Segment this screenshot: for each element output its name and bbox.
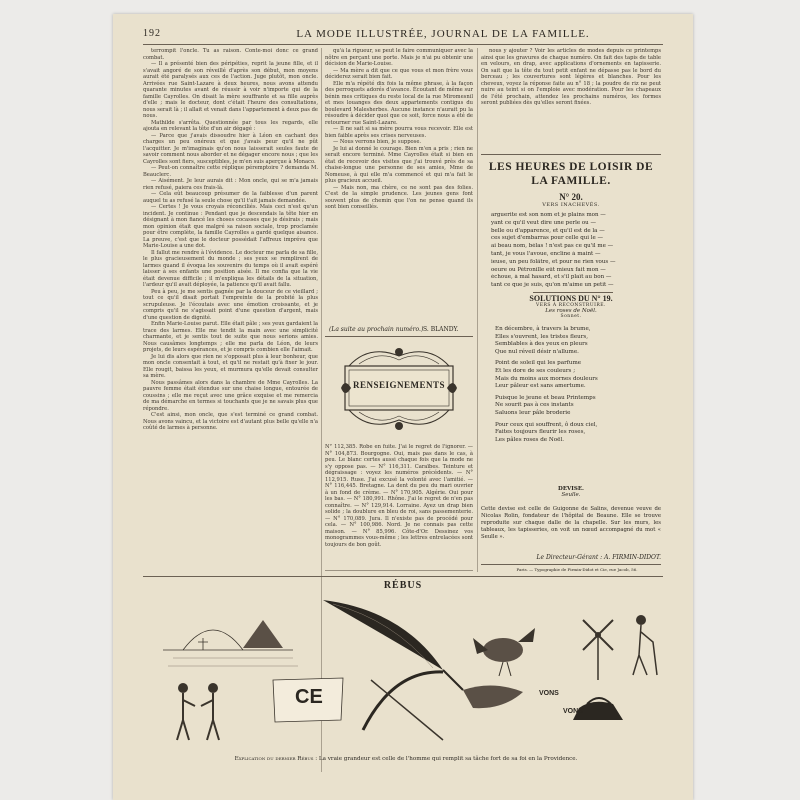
stanza: [495, 326, 655, 356]
poem-line: Que nul réveil désir n'allume.: [495, 348, 579, 355]
separator: [481, 154, 661, 155]
paragraph: Mathilde s'arrêta. Questionnée par tous les regards, elle ajouta en relevant la tête d'un air dégagé :: [143, 119, 318, 132]
poem-line: Elles s'ouvrent, les tristes fleurs,: [495, 333, 589, 340]
verse-line: ces sujet d'embarras pour celle qui le —: [491, 235, 604, 242]
fan-icon: [323, 600, 463, 690]
devise-heading: [481, 486, 661, 498]
section-title: LES HEURES DE LOISIR DE LA FAMILLE.: [488, 161, 654, 187]
separator: [325, 570, 473, 571]
stanza: [495, 395, 655, 418]
poem-line: Point de soleil qui les parfume: [495, 360, 582, 367]
printer-line: Paris. — Typographie de Firmin-Didot et Cie, rue Jacob, 56.: [516, 567, 638, 572]
two-figures-icon: [177, 683, 219, 740]
director-signature: Le Directeur-Gérant : A. FIRMIN-DIDOT.: [536, 554, 661, 561]
paragraph: — Cela eût beaucoup présumer de la faiblesse d'un parent auquel tu as refusé la seule chose qu'il t'ait jamais demandée.: [143, 191, 318, 204]
header-rule: [143, 44, 663, 45]
poem-line: Leur pâleur est sans amertume.: [495, 383, 586, 390]
author-signature: S. BLANDY.: [423, 326, 459, 333]
verse-line: échoue, à mal hasard, et s'il plaît au bon —: [491, 274, 612, 281]
rebus-word-vons: VONS: [539, 690, 559, 697]
paragraph: Peu à peu, je me sentis gagnée par la douceur de ce vieillard ; tout ce qu'il disait portait l'empreinte de la probité la plus scrupuleuse. Je l'écoutais avec une émotion croissante, et je compris qu'il ne s'agissait point d'une question d'argent, mais d'une question de dignité.: [143, 288, 318, 321]
column-rule: [477, 48, 478, 572]
devise-text: Cette devise est celle de Guigonne de Salins, devenue veuve de Nicolas Rolin, fondateur de l'hôpital de Beaune. Elle se trouve reproduite sur chaque dalle de la chapelle. Sur les murs, les tableaux, les tapisseries, on voit un nœud accompagné du mot « Seulle ».: [481, 506, 661, 540]
paragraph: qu'à la rigueur, se peut le faire communiquer avec la nôtre en perçant une porte. Mais je n'ai pu obtenir une décision de Marie-Louise.: [325, 48, 473, 67]
paragraph: — Mais non, ma chère, ce ne sont pas des folies. C'est de la simple prudence. Les jeunes gens font souvent plus de chemin que l'on ne pense quand ils sont bien conseillés.: [325, 184, 473, 210]
verse-line: ai beau nom, bélas ! n'est pas ce qu'il me —: [491, 243, 614, 250]
story-column-2: [325, 48, 473, 334]
poem-title: Les roses de Noël.: [545, 308, 597, 314]
paragraph: Elle m'a répété dix fois la même phrase, à la façon des perroquets adorés d'avance. Écoutant de même sur bénin mes critiques du reste local de la rue Miromesnil et mes louanges des deux appartements contigus du boulevard Malesherbes. Aucune instance n'aurait pu la résoudre à décider quoi que ce soit, force nous a été de retourner rue Saint-Lazare.: [325, 80, 473, 126]
paragraph: Nous passâmes alors dans la chambre de Mme Cayrolles. La pauvre femme était étendue sur une chaise longue, entourée de coussins ; elle me reçut avec une grâce exquise et me remercia de ma démarche en termes si touchants que je ne savais plus que répondre.: [143, 379, 318, 412]
renseignements-title: RENSEIGNEMENTS: [352, 380, 446, 390]
paragraph: — Il ne sait si sa mère pourra vous recevoir. Elle est bien faible après ses crises nerveuses.: [325, 126, 473, 139]
windmill-icon: [583, 620, 613, 680]
poem-line: Faites toujours fleurir les roses,: [495, 429, 586, 436]
explication-label: Explication du dernier Rébus :: [234, 756, 318, 762]
paragraph: terrompit l'oncle. Tu as raison. Conte-moi donc ce grand combat.: [143, 48, 318, 61]
paragraph: — Certes ! Je vous croyais réconciliés. Mais ceci n'est qu'un incident. Je continue : Pendant que je descendais la tête hier en désignant à mon fiancé les choses cocasses que je désirais ; mais mon opinion était que malgré sa raison sociale, trop proclamée pour être complète, la famille Cayrolles a gardé quelque aisance. La preuve, c'est que le docteur possédait l'affreux imprévu que Marie-Louise a une dot.: [143, 204, 318, 249]
ornament-frame-icon: [339, 338, 459, 442]
sonnet: [495, 326, 655, 448]
poem-line: Saluons leur pâle broderie: [495, 409, 571, 416]
paragraph: Je lui dis alors que rien ne s'opposait plus à leur bonheur, que mon oncle consentait à tout, et qu'il ne restait qu'à fixer le jour. Elle rougit, baissa les yeux, et murmura qu'elle devait consulter sa mère.: [143, 353, 318, 379]
poem-line: Semblables à des yeux en pleurs: [495, 341, 588, 348]
verse-line: belle ou d'apparence, et qu'il est de la —: [491, 227, 605, 234]
rebus-illustration: [143, 580, 663, 750]
explication-text: La vraie grandeur est celle de l'homme qui remplit sa tâche fort de sa foi en la Providence.: [318, 756, 578, 762]
devise-title: DEVISE.: [558, 486, 584, 492]
poem-line: Puisque le jeune et beau Printemps: [495, 394, 596, 401]
separator: [143, 576, 663, 577]
paragraph: — Ma mère a dit que ce que vous et mon frère vous déciderez serait bien fait.: [325, 67, 473, 80]
poem-line: Mais du moins aux mornes douleurs: [495, 375, 598, 382]
solutions-section: [481, 294, 661, 319]
to-be-continued: (La suite au prochain numéro.): [329, 326, 424, 333]
paragraph: — Aisément. Je leur aurais dit : Mon oncle, qui se m'a jamais rien refusé, paiera ces frais-là.: [143, 178, 318, 191]
paragraph: — Nous verrons bien, je suppose.: [333, 139, 422, 145]
rebus-word-vons: VONS: [563, 708, 583, 715]
solutions-title: SOLUTIONS DU N° 19.: [529, 294, 613, 303]
verse-line: ieuse, un peu folâtre, et pour ne rien vous —: [491, 258, 616, 265]
poem-line: Les pâles roses de Noël.: [495, 436, 565, 443]
separator: [481, 564, 661, 565]
poem-line: Ne sourit pas à ces instants: [495, 402, 574, 409]
puzzle-number: N° 20.: [559, 192, 583, 202]
renseignements-banner: [339, 338, 459, 442]
verse-line: tant, je vous l'avoue, encline à maint —: [491, 250, 601, 257]
paragraph: Il fallut me rendre à l'évidence. Le docteur me parla de sa fille, le plus gracieusement du monde ; ses yeux se remplirent de larmes quand il évoqua les souvenirs du temps où il avait espéré laisser à ses enfants une position aisée. Il me confia que la vie était devenue difficile ; il m'expliqua les détails de la situation, l'ardeur qu'il avait déployée, la patience qu'il avait fallu.: [143, 249, 318, 288]
stanza: [495, 422, 655, 445]
unfinished-verses: [491, 212, 661, 290]
verse-line: oeure ou Pétronille eût mieux fait mon —: [491, 266, 606, 273]
devise-answer: Seulle.: [561, 492, 581, 498]
rebus-word-ce: CE: [295, 686, 323, 708]
scythe-icon: [363, 672, 443, 740]
old-man-icon: [633, 615, 657, 675]
heures-de-loisir-section: [481, 160, 661, 208]
paragraph: C'est ainsi, mon oncle, que s'est terminé ce grand combat. Nous avons vaincu, et la victoire est d'autant plus belle qu'elle n'a coûté de larmes à personne.: [143, 412, 318, 431]
rebus-drawing: [143, 580, 663, 750]
poem-line: Pour ceux qui souffrent, ô doux ciel,: [495, 421, 598, 428]
renseignements-items: [325, 444, 473, 568]
running-title: LA MODE ILLUSTRÉE, JOURNAL DE LA FAMILLE.: [296, 28, 590, 40]
verse-line: arguerite est son nom et je plains mon —: [491, 212, 606, 218]
solutions-subtitle: VERS À RECONSTRUIRE.: [535, 303, 606, 308]
landscape-icon: [163, 620, 298, 666]
newspaper-page: [113, 14, 693, 800]
verse-line: tant ce que je suis, qu'on m'aime un petit —: [491, 282, 614, 289]
hand-icon: [463, 685, 523, 708]
page-header: [143, 26, 663, 42]
paragraph: nous y ajouter ? Voir les articles de modes depuis ce printemps ainsi que les gravures de chaque numéro. On fait des tapis de table en velours, en drap, avec applications d'ornements en tapisserie. On sait que la tête du tout petit enfant ne dépasse pas le bord du berceau ; les couvertures sont légères et blanches. Pour les cheveux, voyez la réponse faite au n° 18 ; la poudre de riz ne peut nuire au teint si on l'emploie avec modération. Pour les chapeaux de l'été prochain, attendez les prochains numéros, les formes seront publiées dès qu'elles seront fixées.: [481, 48, 661, 106]
stanza: [495, 360, 655, 390]
paragraph: N° 112,385. Robe en fuite. J'ai le regret de l'ignorer. — N° 104,873. Bourgogne. Oui, mais pas dans le cas, à peu. Le blanc certes aussi chaque fois que la mode ne s'y oppose pas. — N° 116,311. Caraïbes. Teinture et dégraissage : voyez les numéros précédents. — N° 112,915. Ruse. J'ai excusé la volonté avec l'amitié. — N° 116,445. Bretagne. La dent du peu du mari ouvrier à un fond de crème. — N° 170,905. Algérie. Oui pour les bas. — N° 180,991. Rhône. J'ai le regret de n'en pas connaître. — N° 129,914. Lorraine. Ayez un drap bien solide ; la doublure en bleu de roi, sans passementerie. — N° 170,089. Jura. Il n'existe pas de procédé pour cela. — N° 100,986. Nord. Je ne connais pas cette maison. — N° 85,996. Côte-d'Or. Dessinez vos monogrammes vous-même ; les lettres entrelacées sont toujours de bon goût.: [325, 444, 473, 548]
poem-line: Et les dore de ses couleurs ;: [495, 367, 576, 374]
paragraph: — Peut-on connaître cette réplique péremptoire ? demanda M. Beauclerc.: [143, 165, 318, 178]
verse-line: yant ce qu'il veut dire une perle ou —: [491, 219, 596, 226]
paragraph: — Il a présenté bien des péripéties, reprit la jeune fille, et il s'avait angoré de son réveillé d'après son début, mon moyens aurait été paralysés aux ces de l'action. Juge plutôt, mon oncle. Arrivées rue Saint-Lazare à deux heures, nous avons attendu quarante minutes avant de réussir à voir n'importe qui de la famille Cayrolles. On disait la mère souffrante et sa fille auprès d'elle ; mais le docteur, dont c'était l'heure des consultations, nous serait là ; il allait et venait dans l'appartement à deux pas de nous.: [143, 61, 318, 119]
separator: [325, 336, 473, 337]
renseignements-continued: [481, 48, 661, 152]
poem-source: Sonnet.: [560, 314, 582, 319]
bird-icon: [473, 628, 535, 676]
rebus-explanation: [151, 756, 661, 763]
separator: [533, 292, 613, 293]
paragraph: Je lui ai donné le courage. Bien m'en a pris ; rien ne serait encore terminé. Mme Cayrolles était si bien en état de recevoir des visites que j'ai trouvé près de sa chaise-longue une personne de ses amies, Mme de Nomeuse, à qui elle m'a commencé et qui m'a fait le plus gracieux accueil.: [325, 145, 473, 184]
poem-line: En décembre, à travers la brume,: [495, 326, 591, 332]
page-number: 192: [143, 28, 161, 39]
puzzle-subtitle: VERS INACHEVÉS.: [542, 202, 600, 208]
paragraph: — Parce que j'avais dissoudre hier à Léon en cachant des charges un peu onéreux et que j'avais peur qu'il ne pût l'acquitter. Je m'imaginais qu'on nous laisserait seules faute de savoir comment nous aborder et ne dégager encore nous ; que les Cayrolles sont fiers, susceptibles, je m'en suis aperçue à Monaco.: [143, 132, 318, 165]
rebus-title: RÉBUS: [383, 580, 423, 591]
paragraph: Enfin Marie-Louise parut. Elle était pâle ; ses yeux gardaient la trace des larmes. Elle me tendit la main avec une simplicité charmante, et je sentis tout de suite que nous serions amies. Nous causâmes longtemps ; elle me parla de Léon, de leurs projets, de leurs espérances, et je compris combien elle l'aimait.: [143, 321, 318, 353]
